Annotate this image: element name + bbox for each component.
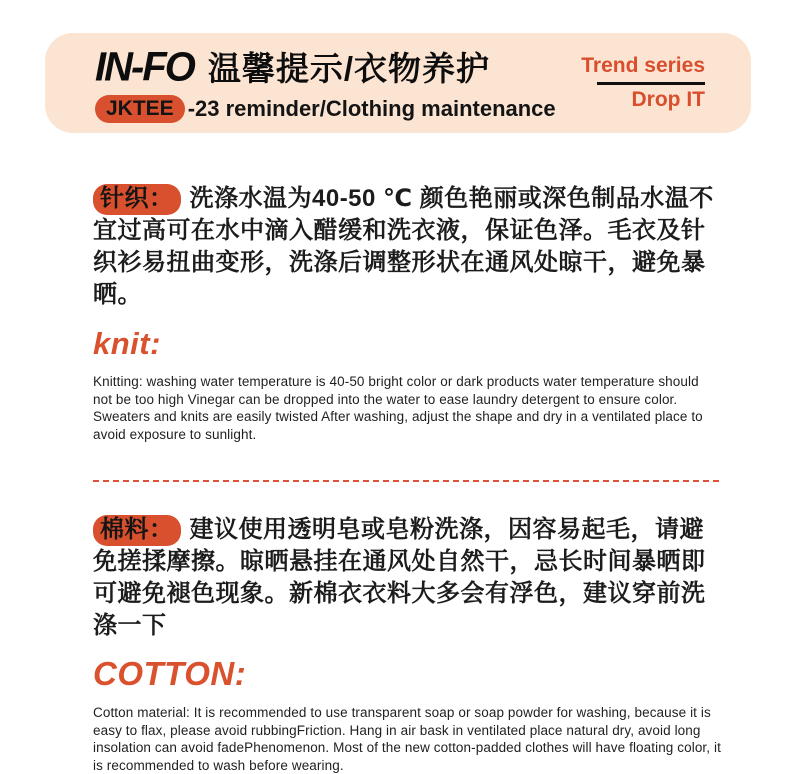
cotton-en-heading: COTTON: bbox=[93, 655, 247, 692]
knit-cn-paragraph bbox=[93, 183, 721, 311]
section-cotton bbox=[93, 514, 721, 774]
cotton-badge: 棉料： bbox=[93, 515, 181, 546]
page-subtitle: -23 reminder/Clothing maintenance bbox=[187, 96, 556, 121]
cotton-en-paragraph: Cotton material: It is recommended to use transparent soap or soap powder for washing, because it is easy to flax, please avoid rubbingFriction. Hang in air bask in ventilated place natural dry, avoid long insolation can avoid fadePhenomenon. Most of the new cotton-padded clothes will have floating color, it is recommended to wash before wearing. bbox=[93, 705, 721, 773]
header-title-row bbox=[95, 43, 556, 90]
series-block bbox=[581, 54, 705, 112]
knit-cn-text: 洗涤水温为40-50 ℃ 颜色艳丽或深色制品水温不宜过高可在水中滴入醋缓和洗衣液，保证色泽。毛衣及针织衫易扭曲变形，洗涤后调整形状在通风处晾干，避免暴晒。 bbox=[93, 185, 714, 308]
cotton-cn-paragraph bbox=[93, 514, 721, 642]
series-name: Trend series bbox=[581, 53, 705, 77]
section-knit bbox=[93, 183, 721, 443]
care-content bbox=[93, 183, 721, 774]
header-band bbox=[45, 33, 751, 133]
knit-en-paragraph: Knitting: washing water temperature is 40-50 bright color or dark products water temperature should not be too high Vinegar can be dropped into the water to ease laundry detergent to ensure color. Sweaters and knits are easily twisted After washing, adjust the shape and dry in a ventilated place to avoid exposure to sunlight. bbox=[93, 374, 703, 442]
header-left bbox=[95, 43, 556, 123]
page-title: 温馨提示/衣物养护 bbox=[207, 49, 491, 87]
brand-badge: JKTEE bbox=[95, 95, 185, 123]
cotton-cn-text: 建议使用透明皂或皂粉洗涤，因容易起毛，请避免搓揉摩擦。晾晒悬挂在通风处自然干，忌长时间暴晒即可避免褪色现象。新棉衣衣料大多会有浮色，建议穿前洗涤一下 bbox=[93, 516, 706, 639]
series-drop: Drop IT bbox=[631, 88, 705, 111]
series-divider bbox=[597, 82, 705, 85]
knit-badge: 针织： bbox=[93, 184, 181, 215]
brand-logo: IN-FO bbox=[95, 44, 194, 90]
dashed-divider bbox=[93, 480, 719, 482]
header-subtitle-row bbox=[95, 95, 556, 123]
knit-en-heading: knit: bbox=[93, 326, 161, 361]
